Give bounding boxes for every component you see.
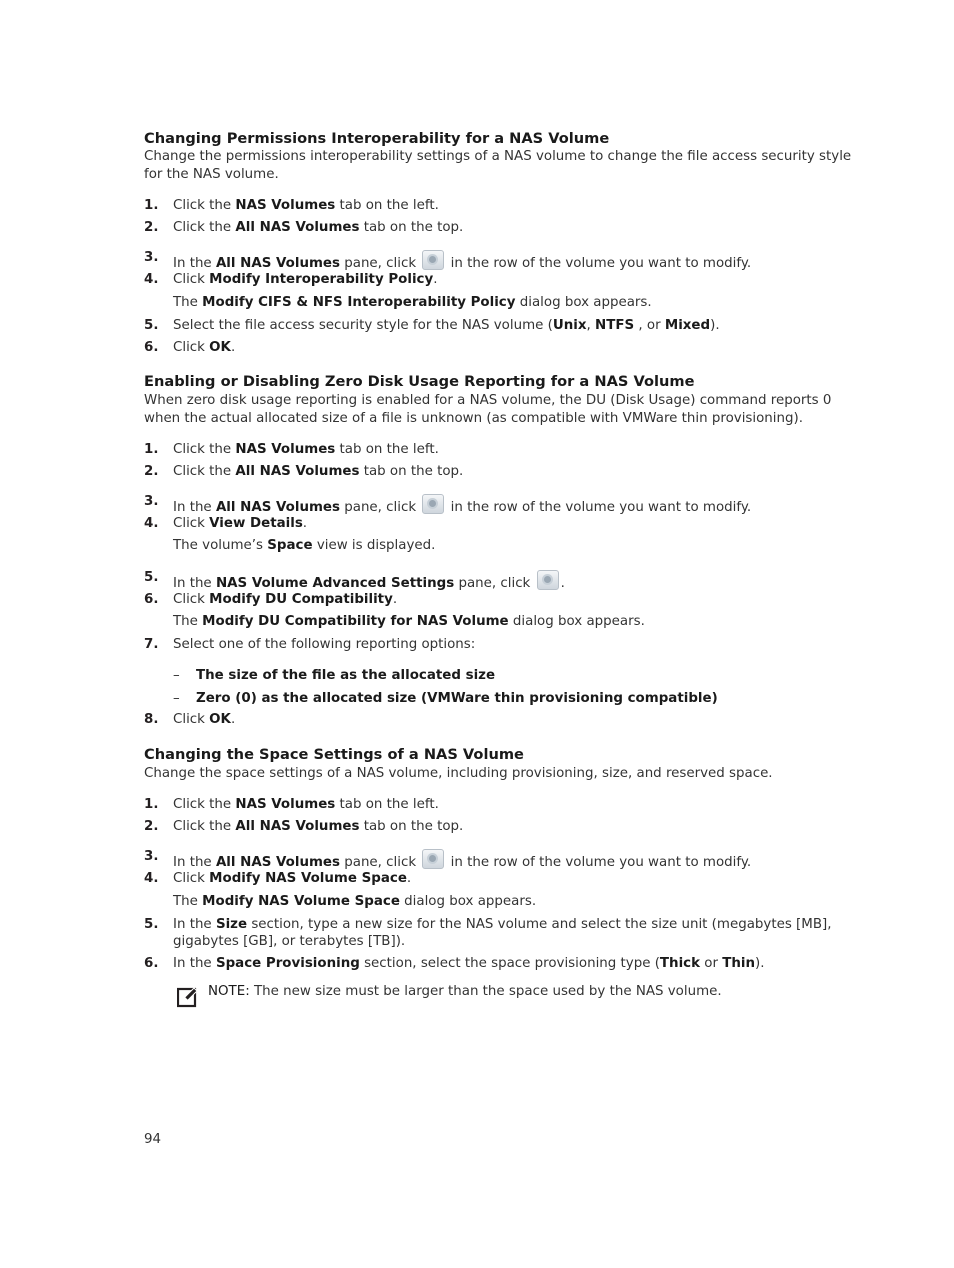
step-number: 1. bbox=[144, 797, 159, 812]
option-text: Zero (0) as the allocated size (VMWare thin provisioning compatible) bbox=[196, 691, 718, 706]
step-number: 1. bbox=[144, 442, 159, 457]
step-number: 3. bbox=[144, 849, 159, 864]
step-result: The Modify CIFS & NFS Interoperability Policy dialog box appears. bbox=[173, 295, 652, 310]
section-heading-zero-disk-usage: Enabling or Disabling Zero Disk Usage Reporting for a NAS Volume bbox=[144, 373, 695, 390]
step-number: 2. bbox=[144, 220, 159, 235]
option-text: The size of the file as the allocated size bbox=[196, 668, 496, 683]
step-number: 1. bbox=[144, 198, 159, 213]
gear-icon bbox=[422, 494, 444, 514]
step-number: 7. bbox=[144, 637, 159, 652]
pencil-note-icon bbox=[177, 986, 199, 1008]
gear-icon bbox=[422, 250, 444, 270]
section-heading-permissions: Changing Permissions Interoperability for a NAS Volume bbox=[144, 130, 610, 147]
step-text: Click the All NAS Volumes tab on the top. bbox=[173, 464, 464, 479]
step-result: The volume’s Space view is displayed. bbox=[173, 538, 436, 553]
step-number: 2. bbox=[144, 819, 159, 834]
step-number: 3. bbox=[144, 250, 159, 265]
step-text: Click the All NAS Volumes tab on the top. bbox=[173, 819, 464, 834]
step-text: Click the NAS Volumes tab on the left. bbox=[173, 198, 439, 213]
step-result: The Modify DU Compatibility for NAS Volume dialog box appears. bbox=[173, 614, 645, 629]
step-text: Select one of the following reporting options: bbox=[173, 637, 476, 652]
section-intro-line: when the actual allocated size of a file is unknown (as compatible with VMWare thin provisioning). bbox=[144, 411, 803, 426]
option-dash: – bbox=[173, 668, 180, 683]
step-text: Click View Details. bbox=[173, 516, 308, 531]
step-text: In the All NAS Volumes pane, click in the row of the volume you want to modify. bbox=[173, 250, 751, 271]
step-text: In the All NAS Volumes pane, click in the row of the volume you want to modify. bbox=[173, 849, 751, 870]
step-result: The Modify NAS Volume Space dialog box appears. bbox=[173, 894, 537, 909]
step-text: Click the NAS Volumes tab on the left. bbox=[173, 442, 439, 457]
step-text: Click the NAS Volumes tab on the left. bbox=[173, 797, 439, 812]
step-number: 8. bbox=[144, 712, 159, 727]
step-text: Click the All NAS Volumes tab on the top. bbox=[173, 220, 464, 235]
step-number: 5. bbox=[144, 318, 159, 333]
step-text: Select the file access security style for the NAS volume (Unix, NTFS , or Mixed). bbox=[173, 318, 720, 333]
step-number: 3. bbox=[144, 494, 159, 509]
step-number: 6. bbox=[144, 956, 159, 971]
section-intro-line: When zero disk usage reporting is enabled for a NAS volume, the DU (Disk Usage) command reports 0 bbox=[144, 393, 832, 408]
gear-icon bbox=[537, 570, 559, 590]
section-intro-line: for the NAS volume. bbox=[144, 167, 279, 182]
step-text-continued: gigabytes [GB], or terabytes [TB]). bbox=[173, 934, 406, 949]
note-text: NOTE: The new size must be larger than the space used by the NAS volume. bbox=[208, 984, 722, 999]
step-text: In the NAS Volume Advanced Settings pane, click . bbox=[173, 570, 565, 591]
step-number: 4. bbox=[144, 871, 159, 886]
step-number: 5. bbox=[144, 570, 159, 585]
section-intro-line: Change the permissions interoperability settings of a NAS volume to change the file access security style bbox=[144, 149, 852, 164]
page-number: 94 bbox=[144, 1132, 162, 1147]
step-text: Click OK. bbox=[173, 340, 236, 355]
step-text: In the Size section, type a new size for the NAS volume and select the size unit (megabytes [MB], bbox=[173, 917, 832, 932]
gear-icon bbox=[422, 849, 444, 869]
section-intro-line: Change the space settings of a NAS volume, including provisioning, size, and reserved space. bbox=[144, 766, 773, 781]
step-number: 5. bbox=[144, 917, 159, 932]
step-number: 6. bbox=[144, 592, 159, 607]
step-text: Click Modify NAS Volume Space. bbox=[173, 871, 412, 886]
step-text: In the All NAS Volumes pane, click in the row of the volume you want to modify. bbox=[173, 494, 751, 515]
step-number: 2. bbox=[144, 464, 159, 479]
option-dash: – bbox=[173, 691, 180, 706]
step-number: 4. bbox=[144, 272, 159, 287]
step-text: Click Modify DU Compatibility. bbox=[173, 592, 398, 607]
section-heading-space-settings: Changing the Space Settings of a NAS Volume bbox=[144, 746, 524, 763]
step-text: Click Modify Interoperability Policy. bbox=[173, 272, 438, 287]
step-number: 6. bbox=[144, 340, 159, 355]
step-text: Click OK. bbox=[173, 712, 236, 727]
step-text: In the Space Provisioning section, select the space provisioning type (Thick or Thin). bbox=[173, 956, 765, 971]
step-number: 4. bbox=[144, 516, 159, 531]
